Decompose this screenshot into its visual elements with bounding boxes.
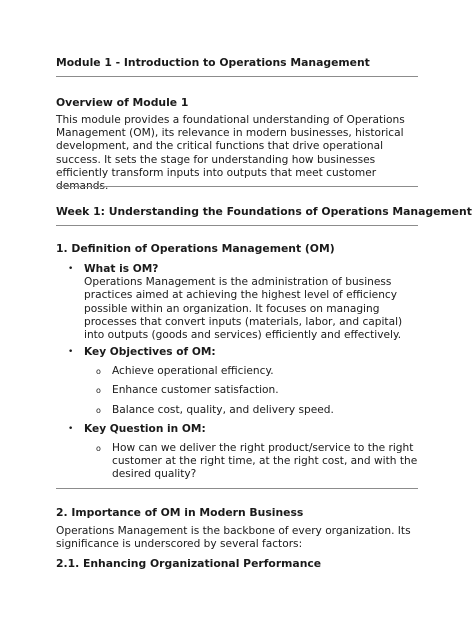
- week1-heading: Week 1: Understanding the Foundations of Operations Management: [56, 205, 472, 218]
- overview-paragraph: This module provides a foundational understanding of Operations Management (OM), its relevance in modern businesses, historical development, and the critical functions that drive operational success. It sets the stage for understanding how businesses efficiently transform inputs into outputs that meet customer demands.: [56, 114, 405, 193]
- overview-heading: Overview of Module 1: [56, 96, 189, 109]
- section2-paragraph: Operations Management is the backbone of every organization. Its significance is underscored by several factors:: [56, 525, 411, 551]
- circle-bullet-icon: o: [96, 406, 101, 415]
- bullet-title: What is OM?: [84, 263, 159, 275]
- bullet-text: Operations Management is the administration of business practices aimed at achieving the highest level of efficiency possible within an organization. It focuses on managing processes that convert inputs (materials, labor, and capital) into outputs (goods and services) efficiently and effectively.: [84, 276, 403, 342]
- bullet-icon: •: [68, 264, 74, 274]
- sub-list-text: Enhance customer satisfaction.: [112, 384, 279, 396]
- document-title: Module 1 - Introduction to Operations Management: [56, 56, 370, 69]
- divider: [56, 225, 418, 226]
- sub-list-text: How can we deliver the right product/service to the right customer at the right time, at the right cost, and with the desired quality?: [112, 442, 418, 481]
- divider: [56, 488, 418, 489]
- divider: [56, 186, 418, 187]
- sub-list-text: Balance cost, quality, and delivery speed.: [112, 404, 334, 416]
- section2-heading: 2. Importance of OM in Modern Business: [56, 506, 304, 519]
- bullet-title: Key Question in OM:: [84, 423, 206, 435]
- circle-bullet-icon: o: [96, 367, 101, 376]
- section1-heading: 1. Definition of Operations Management (OM): [56, 242, 335, 255]
- section2-1-heading: 2.1. Enhancing Organizational Performance: [56, 557, 322, 570]
- circle-bullet-icon: o: [96, 386, 101, 395]
- bullet-icon: •: [68, 424, 74, 434]
- circle-bullet-icon: o: [96, 444, 101, 453]
- bullet-title: Key Objectives of OM:: [84, 346, 216, 358]
- bullet-icon: •: [68, 347, 74, 357]
- sub-list-text: Achieve operational efficiency.: [112, 365, 274, 377]
- divider: [56, 76, 418, 77]
